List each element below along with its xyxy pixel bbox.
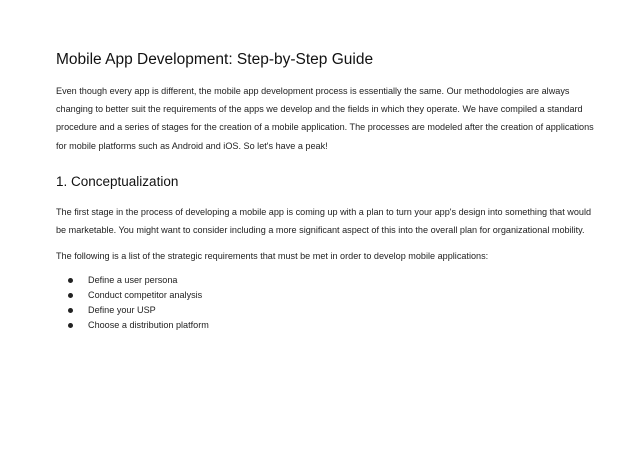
bullet-icon — [68, 293, 73, 298]
list-item — [68, 273, 596, 288]
bullet-icon — [68, 278, 73, 283]
list-item-text: Define your USP — [88, 305, 156, 316]
intro-paragraph: Even though every app is different, the mobile app development process is essentially the same. Our methodologies are always changing to better suit the requirements of the apps we develop and the fields in which they operate. We have compiled a standard procedure and a series of stages for the creation of a mobile application. The processes are modeled after the creation of applications for mobile platforms such as Android and iOS. So let's have a peak! — [56, 86, 594, 151]
requirements-list — [56, 273, 596, 333]
section-paragraph-1: The first stage in the process of developing a mobile app is coming up with a plan to turn your app's design into something that would be marketable. You might want to consider including a more significant aspect of this into the overall plan for organizational mobility. — [56, 206, 592, 236]
bullet-icon — [68, 308, 73, 313]
document-title: Mobile App Development: Step-by-Step Guide — [56, 51, 374, 68]
section-paragraph-2: The following is a list of the strategic requirements that must be met in order to develop mobile applications: — [56, 251, 489, 262]
list-item-text: Conduct competitor analysis — [88, 290, 203, 301]
section-heading: 1. Conceptualization — [56, 173, 179, 189]
list-item — [68, 303, 596, 318]
list-item — [68, 318, 596, 333]
document-page — [56, 50, 596, 333]
list-item-text: Choose a distribution platform — [88, 320, 209, 331]
bullet-icon — [68, 323, 73, 328]
list-item — [68, 288, 596, 303]
list-item-text: Define a user persona — [88, 275, 178, 286]
